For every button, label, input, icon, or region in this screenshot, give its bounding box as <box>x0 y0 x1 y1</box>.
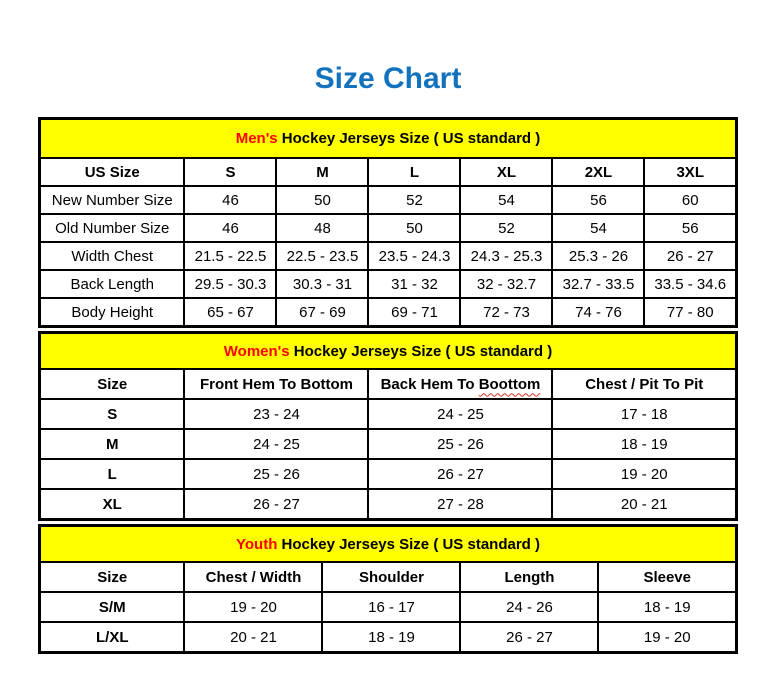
womens-cell-r2-c2: 19 - 20 <box>552 459 736 489</box>
womens-cell-r1-c1: 25 - 26 <box>368 429 552 459</box>
womens-column-header-1: Front Hem To Bottom <box>184 369 368 399</box>
mens-cell-r1-c2: 50 <box>368 214 460 242</box>
mens-data-row-4 <box>40 298 737 327</box>
womens-row-label-2: L <box>40 459 185 489</box>
mens-data-row-2 <box>40 242 737 270</box>
mens-row-label-4: Body Height <box>40 298 185 327</box>
mens-column-header-4: XL <box>460 158 552 186</box>
mens-cell-r3-c5: 33.5 - 34.6 <box>644 270 736 298</box>
womens-data-row-2 <box>40 459 737 489</box>
mens-cell-r0-c1: 50 <box>276 186 368 214</box>
youth-cell-r1-c0: 20 - 21 <box>184 622 322 653</box>
youth-cell-r1-c3: 19 - 20 <box>598 622 736 653</box>
womens-cell-r2-c1: 26 - 27 <box>368 459 552 489</box>
mens-data-row-3 <box>40 270 737 298</box>
womens-row-label-3: XL <box>40 489 185 520</box>
mens-cell-r4-c3: 72 - 73 <box>460 298 552 327</box>
mens-cell-r1-c4: 54 <box>552 214 644 242</box>
mens-cell-r2-c4: 25.3 - 26 <box>552 242 644 270</box>
mens-cell-r2-c3: 24.3 - 25.3 <box>460 242 552 270</box>
mens-cell-r4-c2: 69 - 71 <box>368 298 460 327</box>
womens-size-table <box>38 331 738 521</box>
mens-cell-r3-c3: 32 - 32.7 <box>460 270 552 298</box>
youth-data-row-0 <box>40 592 737 622</box>
youth-column-header-4: Sleeve <box>598 562 736 592</box>
mens-cell-r3-c4: 32.7 - 33.5 <box>552 270 644 298</box>
womens-cell-r0-c1: 24 - 25 <box>368 399 552 429</box>
mens-cell-r4-c0: 65 - 67 <box>184 298 276 327</box>
womens-band-row <box>40 333 737 370</box>
youth-column-header-0: Size <box>40 562 185 592</box>
mens-band-highlight-text: Men's <box>235 130 278 147</box>
size-tables-container <box>38 117 738 654</box>
youth-column-header-row <box>40 562 737 592</box>
youth-row-label-0: S/M <box>40 592 185 622</box>
mens-size-table <box>38 117 738 328</box>
mens-row-label-0: New Number Size <box>40 186 185 214</box>
mens-column-header-row <box>40 158 737 186</box>
womens-cell-r3-c2: 20 - 21 <box>552 489 736 520</box>
youth-size-table <box>38 524 738 654</box>
mens-cell-r3-c1: 30.3 - 31 <box>276 270 368 298</box>
womens-cell-r0-c2: 17 - 18 <box>552 399 736 429</box>
mens-data-row-0 <box>40 186 737 214</box>
youth-cell-r0-c0: 19 - 20 <box>184 592 322 622</box>
mens-cell-r0-c3: 54 <box>460 186 552 214</box>
mens-cell-r1-c1: 48 <box>276 214 368 242</box>
mens-column-header-0: US Size <box>40 158 185 186</box>
mens-cell-r3-c0: 29.5 - 30.3 <box>184 270 276 298</box>
youth-band-text: Hockey Jerseys Size ( US standard ) <box>277 535 540 553</box>
mens-section-header <box>40 119 737 159</box>
mens-cell-r2-c0: 21.5 - 22.5 <box>184 242 276 270</box>
page-title: Size Chart <box>314 62 462 95</box>
youth-column-header-3: Length <box>460 562 598 592</box>
womens-row-label-1: M <box>40 429 185 459</box>
mens-band-text: Hockey Jerseys Size ( US standard ) <box>277 130 541 147</box>
womens-cell-r1-c2: 18 - 19 <box>552 429 736 459</box>
mens-cell-r2-c2: 23.5 - 24.3 <box>368 242 460 270</box>
mens-band-row <box>40 119 737 159</box>
womens-column-header-row <box>40 369 737 399</box>
mens-cell-r1-c3: 52 <box>460 214 552 242</box>
mens-cell-r1-c5: 56 <box>644 214 736 242</box>
womens-column-header-2: Back Hem To Boottom <box>368 369 552 399</box>
mens-cell-r0-c0: 46 <box>184 186 276 214</box>
youth-band-row <box>40 526 737 563</box>
youth-column-header-1: Chest / Width <box>184 562 322 592</box>
youth-cell-r0-c3: 18 - 19 <box>598 592 736 622</box>
youth-column-header-2: Shoulder <box>322 562 460 592</box>
mens-cell-r1-c0: 46 <box>184 214 276 242</box>
mens-data-row-1 <box>40 214 737 242</box>
mens-cell-r4-c5: 77 - 80 <box>644 298 736 327</box>
mens-cell-r0-c2: 52 <box>368 186 460 214</box>
womens-data-row-1 <box>40 429 737 459</box>
womens-band-highlight-text: Women's <box>223 342 290 360</box>
womens-cell-r2-c0: 25 - 26 <box>184 459 368 489</box>
mens-cell-r4-c4: 74 - 76 <box>552 298 644 327</box>
youth-cell-r0-c2: 24 - 26 <box>460 592 598 622</box>
youth-band-highlight-text: Youth <box>236 535 278 553</box>
womens-cell-r0-c0: 23 - 24 <box>184 399 368 429</box>
womens-row-label-0: S <box>40 399 185 429</box>
youth-cell-r1-c2: 26 - 27 <box>460 622 598 653</box>
youth-data-row-1 <box>40 622 737 653</box>
mens-cell-r0-c5: 60 <box>644 186 736 214</box>
mens-cell-r4-c1: 67 - 69 <box>276 298 368 327</box>
mens-cell-r2-c1: 22.5 - 23.5 <box>276 242 368 270</box>
mens-cell-r0-c4: 56 <box>552 186 644 214</box>
mens-column-header-1: S <box>184 158 276 186</box>
youth-cell-r1-c1: 18 - 19 <box>322 622 460 653</box>
womens-cell-r1-c0: 24 - 25 <box>184 429 368 459</box>
mens-row-label-1: Old Number Size <box>40 214 185 242</box>
mens-column-header-6: 3XL <box>644 158 736 186</box>
youth-section-header <box>40 526 737 563</box>
mens-row-label-2: Width Chest <box>40 242 185 270</box>
mens-cell-r3-c2: 31 - 32 <box>368 270 460 298</box>
misspelled-word: Boottom <box>478 375 541 393</box>
womens-cell-r3-c0: 26 - 27 <box>184 489 368 520</box>
mens-column-header-3: L <box>368 158 460 186</box>
womens-data-row-0 <box>40 399 737 429</box>
womens-band-text: Hockey Jerseys Size ( US standard ) <box>289 342 553 360</box>
mens-column-header-2: M <box>276 158 368 186</box>
womens-cell-r3-c1: 27 - 28 <box>368 489 552 520</box>
mens-row-label-3: Back Length <box>40 270 185 298</box>
mens-cell-r2-c5: 26 - 27 <box>644 242 736 270</box>
womens-column-header-0: Size <box>40 369 185 399</box>
youth-row-label-1: L/XL <box>40 622 185 653</box>
womens-column-header-3: Chest / Pit To Pit <box>552 369 736 399</box>
mens-column-header-5: 2XL <box>552 158 644 186</box>
womens-section-header <box>40 333 737 370</box>
womens-data-row-3 <box>40 489 737 520</box>
youth-cell-r0-c1: 16 - 17 <box>322 592 460 622</box>
